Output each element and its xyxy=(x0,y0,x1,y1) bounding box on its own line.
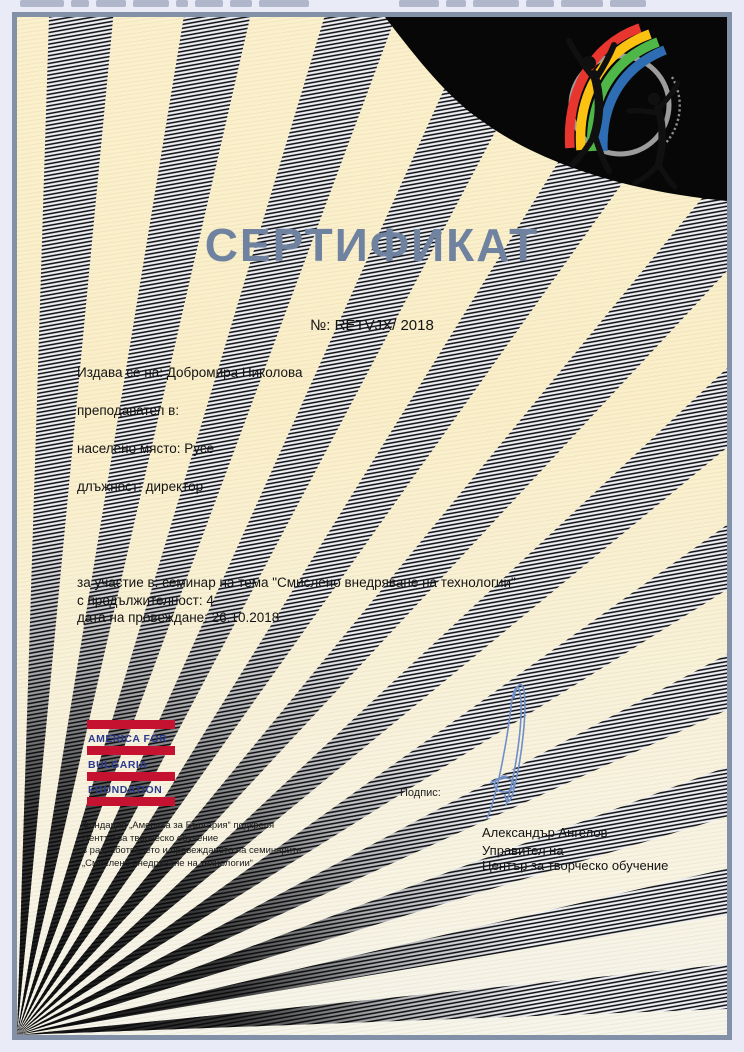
cutoff-fragment xyxy=(96,0,126,7)
field-label: Издава се на: xyxy=(77,365,163,380)
abf-logo-line: BULGARIA xyxy=(88,759,148,771)
certificate-number: №: RETVJX/ 2018 xyxy=(310,317,434,334)
cutoff-fragment xyxy=(195,0,223,7)
event-participation-line: за участие в: семинар на тема "Смислено внедряване на технологии" xyxy=(77,575,516,590)
cutoff-fragment xyxy=(473,0,519,7)
cutoff-header-fragments xyxy=(20,0,726,7)
footer-note-line: Фондация „Америка за България“ подкрепя xyxy=(82,820,275,831)
america-for-bulgaria-foundation-logo xyxy=(87,720,175,806)
cutoff-fragment xyxy=(230,0,252,7)
cutoff-fragment xyxy=(561,0,603,7)
field-value: Добромира Николова xyxy=(166,365,303,380)
cutoff-fragment xyxy=(399,0,439,7)
abf-logo-line: FOUNDATION xyxy=(88,784,163,796)
event-date-line: дата на провеждане: 26.10.2018 xyxy=(77,610,280,625)
field-label: населено място: xyxy=(77,441,181,456)
cutoff-fragment xyxy=(526,0,554,7)
cutoff-fragment xyxy=(20,0,64,7)
abf-stripe xyxy=(87,797,175,806)
cutoff-fragment xyxy=(259,0,309,7)
field-position xyxy=(77,479,203,494)
certificate-text-layer xyxy=(17,17,727,1035)
abf-logo-line: AMERICA FOR xyxy=(88,733,168,745)
field-teacher-at xyxy=(77,403,183,418)
field-issued-to xyxy=(77,365,303,380)
cutoff-fragment xyxy=(71,0,89,7)
event-duration-line: с продължителност: 4 xyxy=(77,593,214,608)
field-label: преподавател в: xyxy=(77,403,180,418)
signee-role: Управител на xyxy=(482,843,564,858)
field-label: длъжност: xyxy=(77,479,142,494)
cutoff-gap xyxy=(316,0,392,7)
footer-note-line: Център за творческо обучение xyxy=(82,832,219,844)
cutoff-fragment xyxy=(176,0,188,7)
footer-note xyxy=(82,820,302,870)
certificate-title: СЕРТИФИКАТ xyxy=(204,219,540,271)
cutoff-fragment xyxy=(133,0,169,7)
abf-stripe xyxy=(87,772,175,781)
signature-label: Подпис: xyxy=(400,787,441,799)
abf-stripe xyxy=(87,720,175,729)
cutoff-fragment xyxy=(446,0,466,7)
field-value: директор xyxy=(145,479,204,494)
field-value: Русе xyxy=(184,441,215,456)
certificate-frame xyxy=(12,12,732,1040)
footer-note-line: в разработването и провеждането на семинарите xyxy=(82,845,302,857)
footer-note-line: „Смислено внедряване на технологии“. xyxy=(82,857,256,869)
field-town xyxy=(77,441,214,456)
abf-stripe xyxy=(87,746,175,755)
signee-org: Център за творческо обучение xyxy=(482,858,669,873)
signee-name: Александър Ангелов xyxy=(482,825,608,840)
cutoff-fragment xyxy=(610,0,646,7)
